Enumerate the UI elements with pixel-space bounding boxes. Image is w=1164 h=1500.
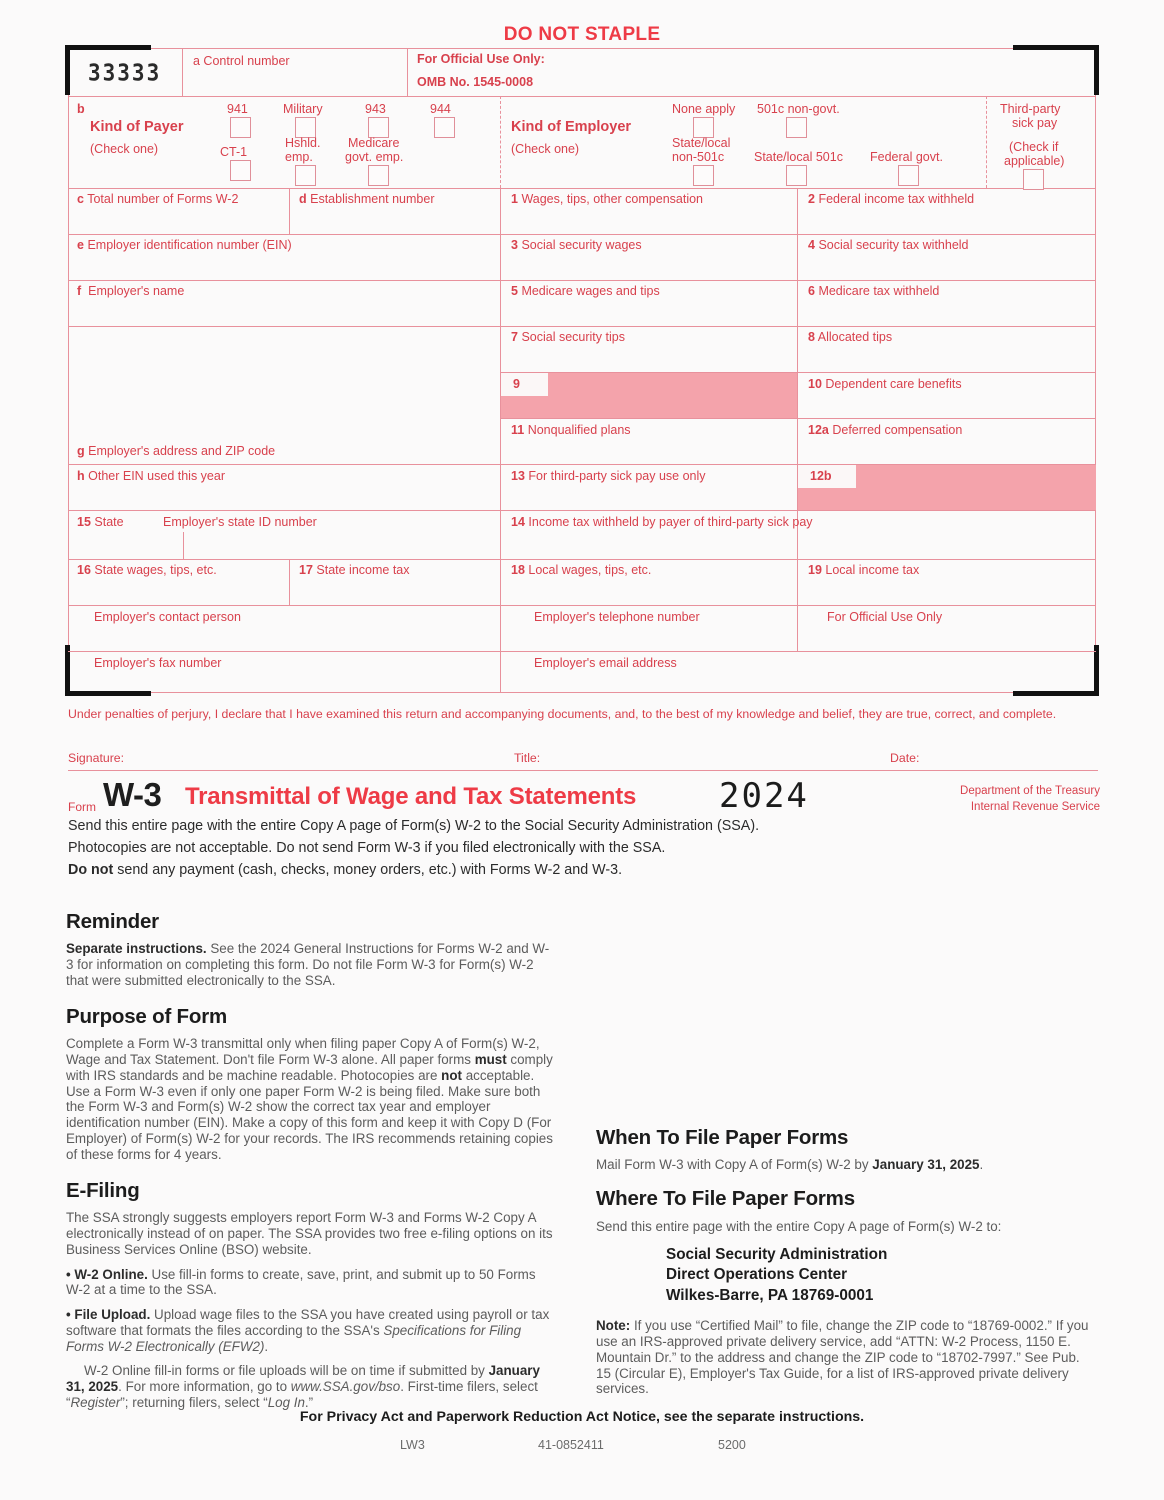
employer-option-federal-govt-label: Federal govt.	[870, 150, 943, 164]
efiling-p2-end: .”	[304, 1394, 314, 1410]
employer-option-501c-label: 501c non-govt.	[757, 102, 840, 116]
register-italic: Register	[70, 1394, 121, 1410]
separate-instructions-bold: Separate instructions.	[66, 941, 207, 956]
corner-mark-top-right-v	[1094, 45, 1099, 95]
efiling-p1: The SSA strongly suggests employers report Form W-3 and Forms W-2 Copy A electronically instead of on paper. The SSA provides two free e-filing options on its Business Services Online (BSO) website.	[66, 1210, 553, 1257]
payer-option-941-label: 941	[227, 102, 248, 116]
box-e-label: Employer identification number (EIN)	[87, 238, 292, 252]
box-18-number: 18	[511, 563, 525, 577]
efiling-deadline-bold: January 31, 2025	[66, 1363, 540, 1394]
signature-rule	[68, 770, 1098, 771]
box-18-label: Local wages, tips, etc.	[528, 563, 652, 577]
box-12a-number: 12a	[808, 423, 829, 437]
contact-fax-label: Employer's fax number	[94, 656, 222, 670]
rule-row1-bottom	[68, 96, 1096, 97]
kind-of-payer-subtitle: (Check one)	[90, 142, 159, 156]
efiling-p2-mid2: . First-time filers, select “	[66, 1379, 538, 1410]
login-italic: Log In	[267, 1394, 305, 1410]
box-f-number: f	[77, 284, 82, 298]
box-19-label: Local income tax	[825, 563, 920, 577]
checkbox-941[interactable]	[230, 117, 251, 138]
payer-option-hshld-label1: Hshld.	[285, 136, 321, 150]
form-word-label: Form	[68, 800, 96, 814]
box-15-state-id-label: Employer's state ID number	[163, 515, 317, 529]
where-to-file-note	[596, 1318, 1096, 1397]
corner-mark-bottom-right-h	[1013, 691, 1099, 696]
corner-mark-bottom-right-v	[1094, 645, 1099, 696]
ssa-mailing-address	[666, 1245, 1096, 1307]
reminder-heading: Reminder	[66, 910, 159, 933]
reminder-body-rest: See the 2024 General Instructions for Forms W-2 and W-3 for information on completing this form. Do not file Form W-3 for Form(s) W-2 that were submitted electronically to the SSA.	[66, 941, 550, 988]
right-content-column	[596, 1126, 1096, 1397]
purpose-p3: acceptable. Use a Form W-3 even if only one paper Form W-2 is being filed. Make sure both the Form W-3 and Form(s) W-2 show the correct tax year and employer identification number (EIN). Make a copy of this form and keep it with Copy D (For Employer) of Form(s) W-2 for your records. The IRS recommends retaining copies of these forms for 4 years.	[66, 1067, 553, 1162]
third-party-label3: (Check if	[1009, 140, 1059, 154]
checkbox-hshld-emp[interactable]	[295, 165, 316, 186]
corner-mark-bottom-left-h	[65, 691, 151, 696]
file-upload-bold: • File Upload.	[66, 1307, 151, 1322]
efiling-heading: E-Filing	[66, 1179, 140, 1203]
rule-c-d-divider	[289, 188, 290, 234]
rule-row2-bottom	[68, 188, 1096, 189]
checkbox-944[interactable]	[434, 117, 455, 138]
form-number-w3: W-3	[103, 776, 162, 813]
send-instruction-line3-rest: send any payment (cash, checks, money orders, etc.) with Forms W-2 and W-3.	[113, 862, 623, 878]
box-5-number: 5	[511, 284, 518, 298]
box-5-label: Medicare wages and tips	[521, 284, 660, 298]
efiling-p2-mid3: ”; returning filers, select “	[120, 1394, 268, 1410]
box-8-number: 8	[808, 330, 815, 344]
box-8-label: Allocated tips	[817, 330, 893, 344]
corner-mark-top-right-h	[1013, 45, 1099, 50]
payer-option-medicare-label2: govt. emp.	[345, 150, 404, 164]
box-7-label: Social security tips	[521, 330, 625, 344]
contact-email-label: Employer's email address	[534, 656, 677, 670]
date-label: Date:	[890, 751, 920, 765]
address-line-2: Direct Operations Center	[666, 1266, 848, 1284]
tax-year: 2024	[719, 776, 809, 816]
rule-row-910-bottom	[500, 418, 1096, 419]
note-rest: If you use “Certified Mail” to file, change the ZIP code to “18769-0002.” If you use an IRS-approved private delivery service, add “ATTN: W-2 Process, 1150 E. Mountain Dr.” to the address and change the ZIP code to “18702-7997.” See Pub. 15 (Circular E), Employer's Tax Guide, for a list of IRS-approved private delivery services.	[596, 1318, 1089, 1397]
box-9-number: 9	[513, 377, 520, 391]
box-1-label: Wages, tips, other compensation	[521, 192, 704, 206]
contact-telephone-label: Employer's telephone number	[534, 610, 700, 624]
box-6-label: Medicare tax withheld	[818, 284, 940, 298]
payer-option-ct1-label: CT-1	[220, 145, 248, 159]
box-6-number: 6	[808, 284, 815, 298]
box-d-number: d	[299, 192, 307, 206]
rule-boxa-right	[407, 48, 408, 96]
contact-person-label: Employer's contact person	[94, 610, 241, 624]
footer-code-right: 5200	[718, 1438, 746, 1452]
omb-number: OMB No. 1545-0008	[417, 75, 534, 89]
box-15-number: 15	[77, 515, 91, 529]
box-h-label: Other EIN used this year	[88, 469, 225, 483]
footer-code-left: LW3	[400, 1438, 425, 1452]
checkbox-state-local-non-501c[interactable]	[693, 165, 714, 186]
rule-row-16171819-bottom	[68, 605, 1096, 606]
box-c-label: Total number of Forms W-2	[87, 192, 239, 206]
employer-option-state-local-501c-label: State/local 501c	[754, 150, 843, 164]
do-not-bold: Do not	[68, 862, 114, 878]
box-7-number: 7	[511, 330, 518, 344]
checkbox-ct-1[interactable]	[230, 160, 251, 181]
employer-option-none-apply-label: None apply	[672, 102, 736, 116]
department-block	[950, 784, 1100, 815]
send-instruction-line2: Photocopies are not acceptable. Do not send Form W-3 if you filed electronically with the SSA.	[68, 840, 666, 856]
box-b-letter: b	[77, 102, 85, 116]
box-16-label: State wages, tips, etc.	[94, 563, 217, 577]
efiling-bullet2-rest: Upload wage files to the SSA you have created using payroll or tax software that formats the files according to the SSA's	[66, 1307, 550, 1338]
rule-row-e-bottom	[68, 280, 1096, 281]
box-1-number: 1	[511, 192, 518, 206]
efiling-bullet-2	[66, 1307, 553, 1354]
checkbox-state-local-501c[interactable]	[786, 165, 807, 186]
kind-of-employer-title: Kind of Employer	[511, 119, 632, 135]
kind-of-employer-subtitle: (Check one)	[511, 142, 580, 156]
title-label: Title:	[514, 751, 541, 765]
rule-row-f-bottom	[68, 326, 1096, 327]
reminder-body	[66, 941, 553, 988]
perjury-statement: Under penalties of perjury, I declare that I have examined this return and accompanying documents, and, to the best of my knowledge and belief, they are true, correct, and complete.	[68, 707, 1057, 721]
rule-payer-employer-divider	[500, 96, 501, 188]
when-to-file-deadline-bold: January 31, 2025	[872, 1157, 980, 1172]
checkbox-federal-govt[interactable]	[898, 165, 919, 186]
payer-option-hshld-label2: emp.	[285, 150, 313, 164]
box-9-label-tab	[501, 373, 548, 396]
efw2-spec-italic: Specifications for Filing Forms W-2 Electronically (EFW2)	[66, 1322, 522, 1354]
official-use-line1: For Official Use Only:	[417, 52, 545, 66]
department-line2: Internal Revenue Service	[970, 800, 1100, 813]
employer-option-state-local-label2: non-501c	[672, 150, 725, 164]
rule-contact-bottom	[68, 651, 1096, 652]
purpose-p1: Complete a Form W-3 transmittal only when filing paper Copy A of Form(s) W-2, Wage and Tax Statement. Don't file Form W-3 alone. All paper forms	[66, 1036, 540, 1067]
address-line-1: Social Security Administration	[666, 1245, 888, 1263]
rule-ctrl-right	[182, 48, 183, 96]
box-15-label: State	[94, 515, 124, 529]
send-instruction-line1: Send this entire page with the entire Copy A page of Form(s) W-2 to the Social Security Administration (SSA).	[68, 818, 760, 834]
box-17-number: 17	[299, 563, 313, 577]
rule-16-17-divider	[289, 559, 290, 605]
third-party-label4: applicable)	[1004, 154, 1065, 168]
box-h-number: h	[77, 469, 85, 483]
note-bold: Note:	[596, 1318, 631, 1334]
box-g-label: Employer's address and ZIP code	[88, 444, 276, 458]
address-line-3: Wilkes-Barre, PA 18769-0001	[666, 1286, 874, 1304]
w3-form-grid	[68, 48, 1096, 693]
box-f-label: Employer's name	[88, 284, 185, 298]
purpose-must-bold: must	[474, 1052, 507, 1067]
purpose-not-bold: not	[441, 1067, 462, 1083]
privacy-act-notice: For Privacy Act and Paperwork Reduction Act Notice, see the separate instructions.	[299, 1409, 865, 1425]
box-13-label: For third-party sick pay use only	[528, 469, 706, 483]
box-12b-number: 12b	[810, 469, 832, 483]
kind-of-payer-title: Kind of Payer	[90, 119, 184, 135]
checkbox-none-apply[interactable]	[693, 117, 714, 138]
third-party-label1: Third-party	[1000, 102, 1061, 116]
rule-18-19-divider	[797, 559, 798, 651]
box-10-label: Dependent care benefits	[825, 377, 962, 391]
box-4-label: Social security tax withheld	[818, 238, 969, 252]
box-10-number: 10	[808, 377, 822, 391]
box-c-number: c	[77, 192, 84, 206]
efiling-p2	[66, 1363, 553, 1410]
efiling-bullet-1	[66, 1267, 553, 1299]
efiling-bullet1-rest: Use fill-in forms to create, save, print, and submit up to 50 Forms W-2 at a time to the SSA.	[66, 1266, 536, 1298]
third-party-label2: sick pay	[1012, 116, 1058, 130]
box-14-label: Income tax withheld by payer of third-party sick pay	[528, 515, 813, 529]
payer-option-943-label: 943	[365, 102, 386, 116]
purpose-heading: Purpose of Form	[66, 1005, 228, 1029]
contact-official-use-label: For Official Use Only	[827, 610, 943, 624]
rule-box-g-bottom	[68, 464, 500, 465]
w2-online-bold: • W-2 Online.	[66, 1266, 148, 1282]
efiling-bullet2-end: .	[264, 1338, 269, 1354]
rule-row-1514-bottom	[68, 559, 1096, 560]
when-to-file-start: Mail Form W-3 with Copy A of Form(s) W-2 by	[596, 1157, 873, 1172]
ssa-bso-url: www.SSA.gov/bso	[290, 1379, 401, 1394]
box-d-label: Establishment number	[310, 192, 435, 206]
corner-mark-top-left-v	[65, 45, 70, 95]
purpose-body	[66, 1036, 553, 1162]
where-to-file-body: Send this entire page with the entire Copy A page of Form(s) W-2 to:	[596, 1218, 1002, 1234]
box-3-label: Social security wages	[521, 238, 642, 252]
box-3-number: 3	[511, 238, 518, 252]
rule-state-id-divider	[183, 532, 184, 559]
box-11-label: Nonqualified plans	[527, 423, 631, 437]
rule-main-center	[500, 188, 501, 693]
checkbox-military[interactable]	[295, 117, 316, 138]
box-2-number: 2	[808, 192, 815, 206]
box-2-label: Federal income tax withheld	[818, 192, 975, 206]
left-content-column	[66, 910, 553, 1411]
rule-thirdparty-divider	[986, 96, 987, 188]
box-14-number: 14	[511, 515, 525, 529]
efiling-p2-mid: . For more information, go to	[118, 1379, 291, 1394]
rule-row-cd-bottom	[68, 234, 1096, 235]
when-to-file-body	[596, 1157, 1096, 1173]
when-to-file-heading: When To File Paper Forms	[596, 1126, 849, 1149]
box-e-number: e	[77, 238, 84, 252]
box-13-number: 13	[511, 469, 525, 483]
rule-row-h13-bottom	[68, 510, 1096, 511]
department-line1: Department of the Treasury	[960, 785, 1100, 797]
purpose-p2: comply with IRS standards and be machine readable. Photocopies are	[66, 1052, 553, 1083]
control-number-value: 33333	[88, 59, 162, 87]
employer-option-state-local-label1: State/local	[672, 136, 731, 150]
form-title-row	[0, 778, 1164, 818]
checkbox-third-party-sick-pay[interactable]	[1023, 169, 1044, 190]
efiling-p2-start: W-2 Online fill-in forms or file uploads will be on time if submitted by	[84, 1363, 489, 1379]
box-a-label: a Control number	[193, 54, 290, 68]
box-16-number: 16	[77, 563, 91, 577]
box-19-number: 19	[808, 563, 822, 577]
do-not-staple-notice: DO NOT STAPLE	[503, 24, 661, 45]
corner-mark-top-left-h	[65, 45, 151, 50]
footer-code-middle: 41-0852411	[538, 1438, 604, 1452]
when-to-file-end: .	[979, 1157, 984, 1172]
box-g-number: g	[77, 444, 85, 458]
payer-option-military-label: Military	[283, 102, 323, 116]
checkbox-501c-non-govt[interactable]	[786, 117, 807, 138]
checkbox-medicare-govt-emp[interactable]	[368, 165, 389, 186]
box-4-number: 4	[808, 238, 815, 252]
send-instruction-line3	[68, 862, 622, 878]
where-to-file-heading: Where To File Paper Forms	[596, 1186, 855, 1210]
signature-label: Signature:	[68, 751, 125, 765]
form-title-text: Transmittal of Wage and Tax Statements	[185, 783, 637, 810]
box-12a-label: Deferred compensation	[832, 423, 963, 437]
corner-mark-bottom-left-v	[65, 645, 70, 696]
payer-option-medicare-label1: Medicare	[348, 136, 400, 150]
box-17-label: State income tax	[316, 563, 410, 577]
checkbox-943[interactable]	[368, 117, 389, 138]
box-11-number: 11	[511, 423, 525, 437]
payer-option-944-label: 944	[430, 102, 451, 116]
